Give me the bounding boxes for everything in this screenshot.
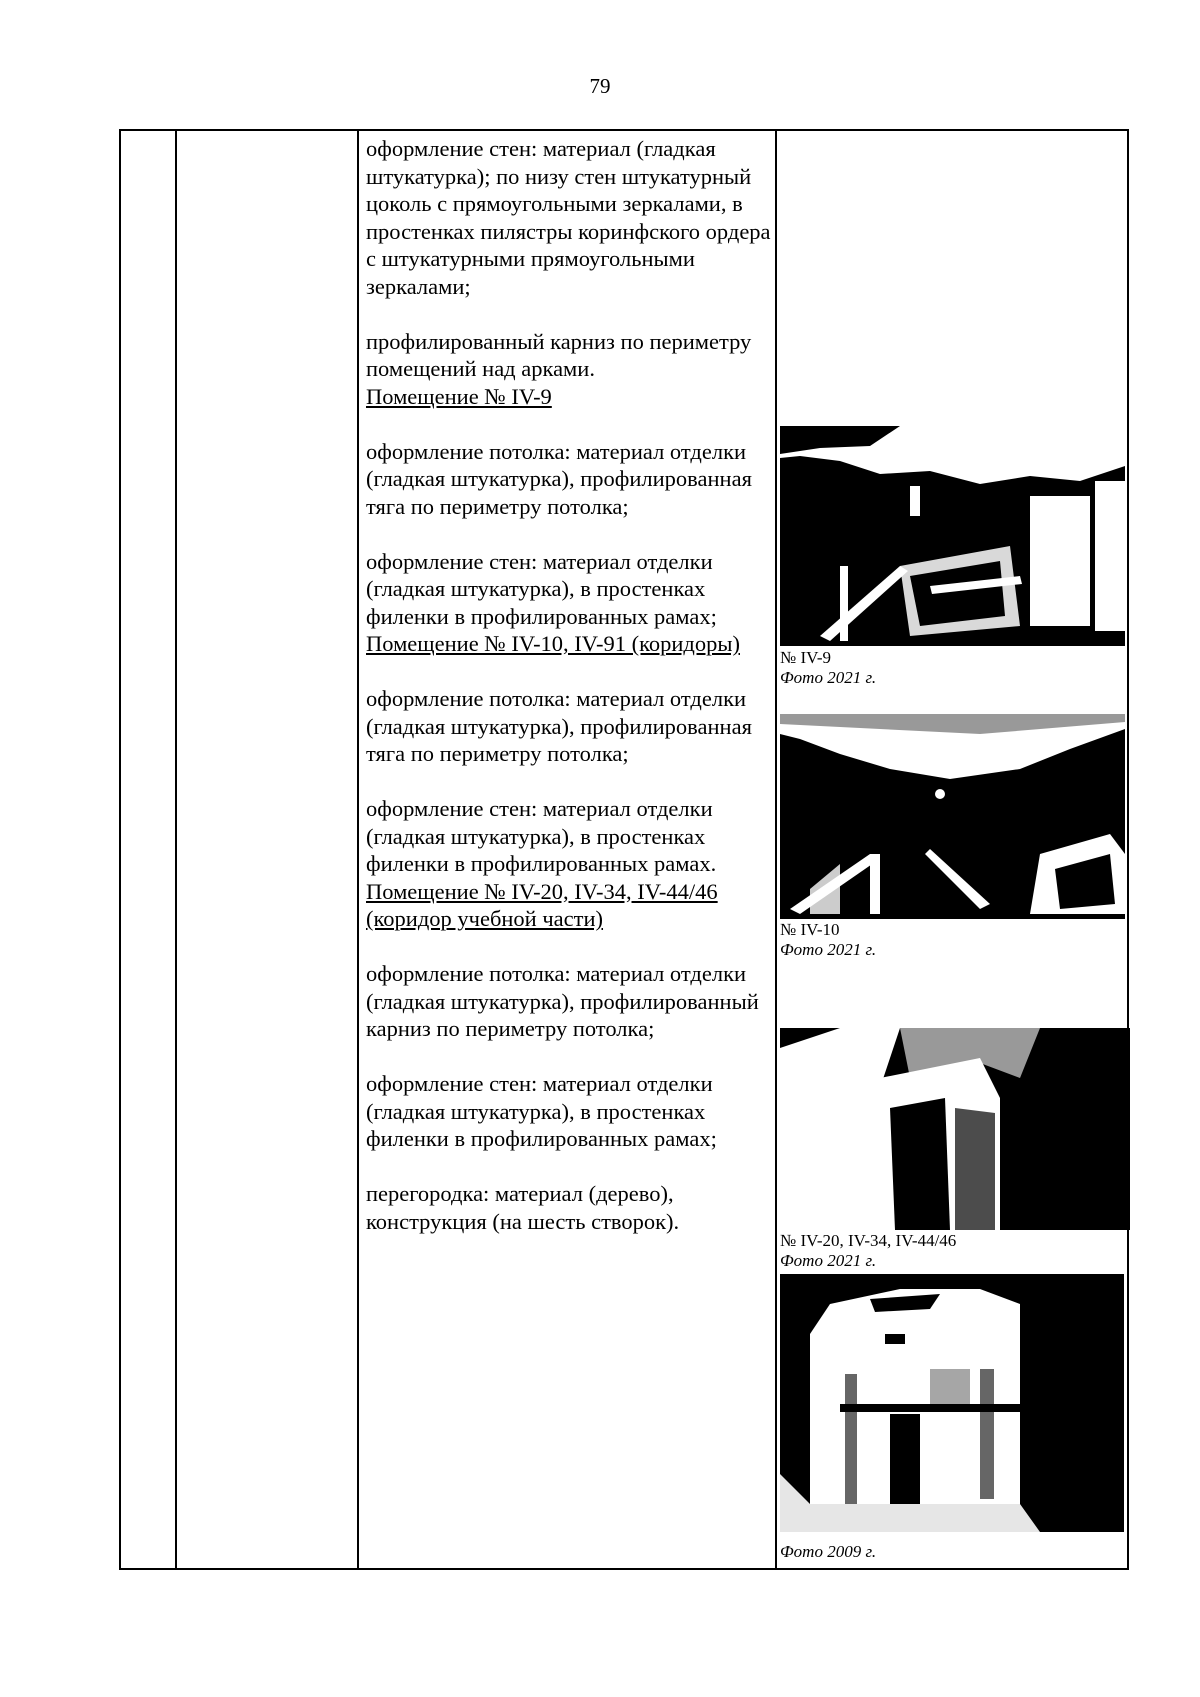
photo-caption-iv-10: Фото 2021 г. xyxy=(780,940,877,959)
paragraph-walls-iv-9: оформление стен: материал отделки (гладкая штукатурка), в простенках филенки в профилированных рамах; xyxy=(366,548,717,629)
column-divider-1 xyxy=(175,131,177,1568)
heading-room-iv-10: Помещение № IV-10, IV-91 (коридоры) xyxy=(366,631,740,656)
photo-caption-iv-9: Фото 2021 г. xyxy=(780,668,877,687)
paragraph-ceiling-iv-20: оформление потолка: материал отделки (гладкая штукатурка), профилированный карниз по периметру потолка; xyxy=(366,961,759,1041)
paragraph-ceiling-iv-9: оформление потолка: материал отделки (гладкая штукатурка), профилированная тяга по периметру потолка; xyxy=(366,438,752,519)
photo-label-iv-10: № IV-10 xyxy=(780,920,840,939)
paragraph-walls-iv-10: оформление стен: материал отделки (гладкая штукатурка), в простенках филенки в профилированных рамах. xyxy=(366,796,717,876)
photo-room-iv-10 xyxy=(780,714,1125,919)
paragraph-partition: перегородка: материал (дерево), конструкция (на шесть створок). xyxy=(366,1181,680,1234)
paragraph-cornice: профилированный карниз по периметру помещений над арками. xyxy=(366,328,752,381)
paragraph-ceiling-iv-10: оформление потолка: материал отделки (гладкая штукатурка), профилированная тяга по периметру потолка; xyxy=(366,686,752,766)
paragraph-walls-iv-20: оформление стен: материал отделки (гладкая штукатурка), в простенках филенки в профилированных рамах; xyxy=(366,1071,717,1151)
document-table xyxy=(119,129,1129,1570)
column-divider-3 xyxy=(775,131,777,1568)
photo-label-iv-9: № IV-9 xyxy=(780,648,832,667)
photo-caption-2009: Фото 2009 г. xyxy=(780,1542,877,1561)
photo-label-iv-20: № IV-20, IV-34, IV-44/46 xyxy=(780,1231,957,1250)
paragraph-walls-1: оформление стен: материал (гладкая штукатурка); по низу стен штукатурный цоколь с прямоугольными зеркалами, в простенках пилястры коринфского ордера с штукатурными прямоугольными зеркалами; xyxy=(366,136,771,299)
heading-room-iv-9: Помещение № IV-9 xyxy=(366,383,552,409)
photo-partition-2009 xyxy=(780,1274,1124,1532)
heading-room-iv-20: Помещение № IV-20, IV-34, IV-44/46 (коридор учебной части) xyxy=(366,878,718,931)
photo-room-iv-20 xyxy=(780,1028,1130,1230)
column-divider-2 xyxy=(357,131,359,1568)
photo-room-iv-9 xyxy=(780,426,1125,646)
page-number: 79 xyxy=(589,74,611,98)
description-column xyxy=(366,135,771,1235)
photo-caption-iv-20: Фото 2021 г. xyxy=(780,1251,877,1270)
